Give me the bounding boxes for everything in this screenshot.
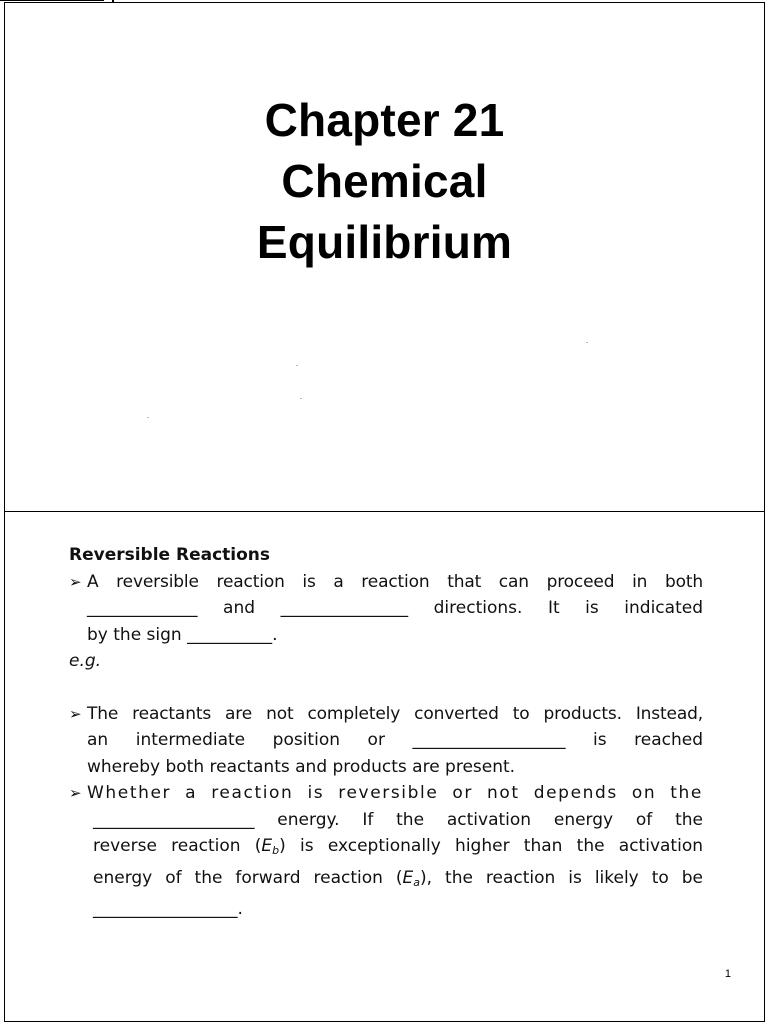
scan-speck [586,342,588,343]
bullet-3-line-4: energy of the forward reaction $(E_a)$, the reaction is likely to be [93,867,703,889]
bullet-3-line-3: reverse reaction $(E_b)$ is exceptionally higher than the activation [93,836,703,857]
bullet-2-line-2: an intermediate position or __________________ is reached [87,730,703,750]
bullet-1-line-3: by the sign __________. [87,624,278,645]
page-number: 1 [724,968,731,980]
bullet-3-line-2: ___________________ energy. If the activation energy of the [93,809,703,830]
scan-speck [296,365,298,366]
title-line-3: Equilibrium [256,216,513,268]
scan-speck [300,398,302,399]
title-line-2: Chemical [281,155,488,207]
bullet-arrow-icon: ➢ [69,704,82,723]
content-slide [4,512,765,1022]
spacer [69,675,703,701]
bullet-arrow-icon: ➢ [69,572,82,591]
bullet-2-line-3: whereby both reactants and products are present. [87,756,516,777]
example-label: e.g. [69,651,102,671]
slide-content [69,542,703,923]
title-slide [4,2,765,512]
title-line-1: Chapter 21 [264,94,505,146]
top-edge-mark [0,0,104,1]
bullet-1-line-1: ➢ A reversible reaction is a reaction that can proceed in both [69,569,703,596]
section-heading: Reversible Reactions [69,545,271,565]
bullet-3-line-1: ➢ Whether a reaction is reversible or not depends on the [69,780,703,807]
slide-title [4,90,765,273]
scan-speck [147,417,149,418]
bullet-1-line-2: _____________ and _______________ directions. It is indicated [87,598,703,618]
bullet-3-line-5: _________________. [93,899,243,919]
bullet-2-line-1: ➢ The reactants are not completely converted to products. Instead, [69,701,703,728]
bullet-arrow-icon: ➢ [69,784,84,802]
